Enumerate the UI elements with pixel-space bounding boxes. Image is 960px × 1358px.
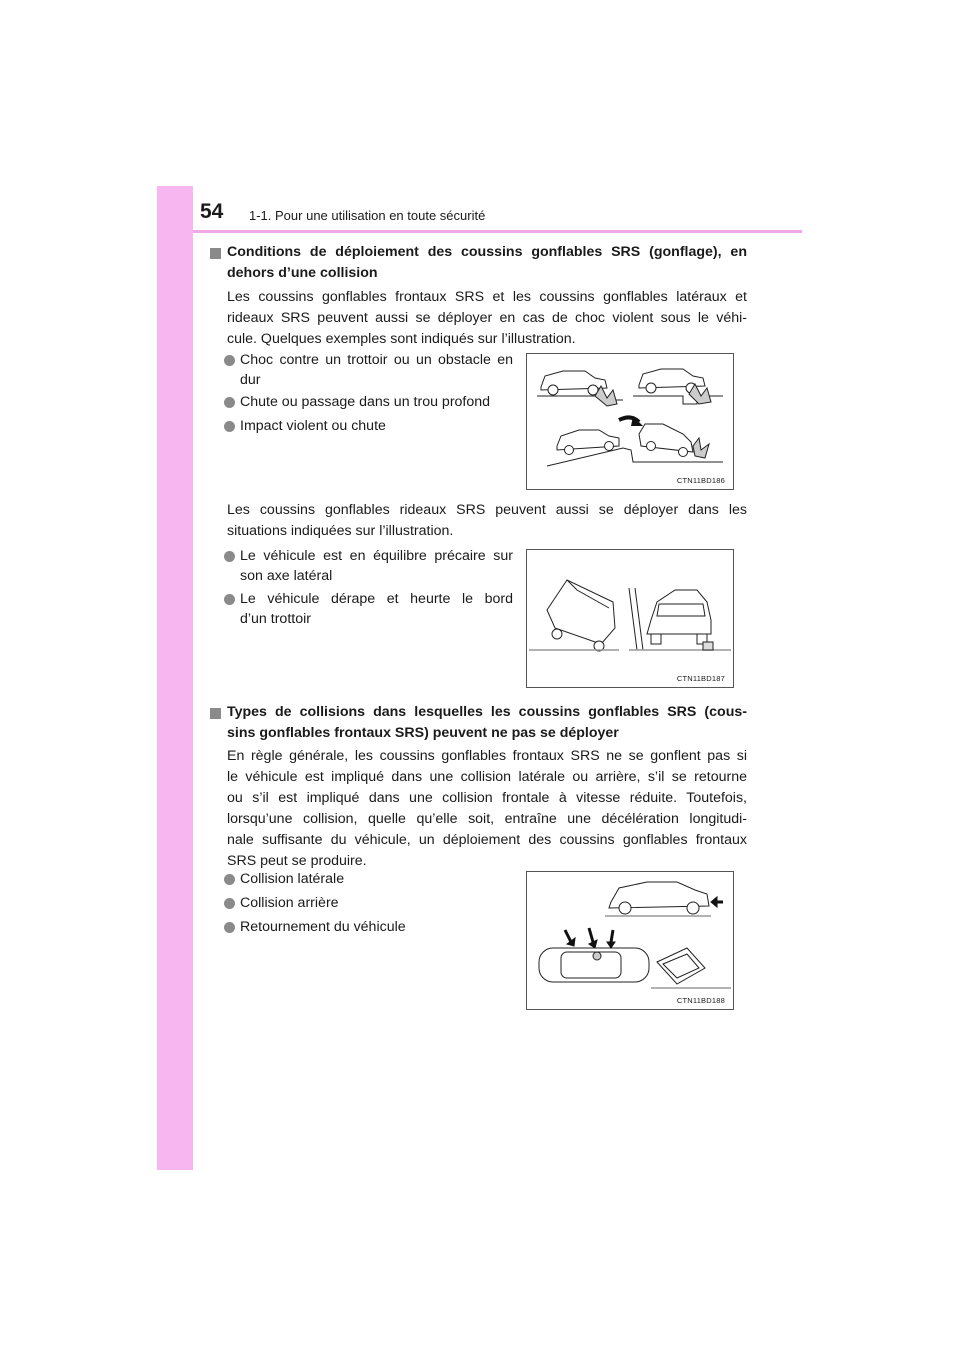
section1-para1-line1: Les coussins gonflables frontaux SRS et les coussins gonflables latéraux et <box>227 289 747 305</box>
bullet1-line2: dur <box>240 372 261 388</box>
round-bullet-icon <box>224 594 235 605</box>
round-bullet-icon <box>224 421 235 432</box>
section1-para2-line2: situations indiquées sur l’illustration. <box>227 523 454 539</box>
section2-para-line2: le véhicule est impliqué dans une collision latérale ou arrière, s’il se retourne <box>227 769 747 785</box>
figure3-caption: CTN11BD188 <box>676 996 725 1005</box>
bullet3-line1: Impact violent ou chute <box>240 418 386 434</box>
bullet5-line1: Le véhicule dérape et heurte le bord <box>240 591 513 607</box>
section2-heading-line2: sins gonflables frontaux SRS) peuvent ne pas se déployer <box>227 725 619 741</box>
section1-para1-line2: rideaux SRS peuvent aussi se déployer en cas de choc violent sous le véhi- <box>227 310 747 326</box>
chapter-tab-bar <box>157 186 193 1170</box>
square-bullet-icon <box>210 708 221 719</box>
round-bullet-icon <box>224 551 235 562</box>
square-bullet-icon <box>210 248 221 259</box>
figure-tipping-vehicle <box>526 549 734 688</box>
tipping-vehicle-illustration <box>527 550 733 687</box>
bullet5-line2: d’un trottoir <box>240 611 311 627</box>
bullet6-line1: Collision latérale <box>240 871 345 887</box>
bullet7-line1: Collision arrière <box>240 895 339 911</box>
collision-types-illustration <box>527 872 733 1009</box>
round-bullet-icon <box>224 355 235 366</box>
figure2-caption: CTN11BD187 <box>676 674 725 683</box>
figure-road-impacts <box>526 353 734 490</box>
bullet4-line1: Le véhicule est en équilibre précaire sur <box>240 548 513 564</box>
section2-para-line1: En règle générale, les coussins gonflables frontaux SRS ne se gonflent pas si <box>227 748 747 764</box>
section2-heading-line1: Types de collisions dans lesquelles les coussins gonflables SRS (cous- <box>227 704 747 720</box>
bullet2-line1: Chute ou passage dans un trou profond <box>240 394 491 410</box>
road-impacts-illustration <box>527 354 733 489</box>
page-number: 54 <box>200 200 224 223</box>
bullet1-line1: Choc contre un trottoir ou un obstacle en <box>240 352 513 368</box>
section2-para-line3: ou s’il est impliqué dans une collision frontale à vitesse réduite. Toutefois, <box>227 790 747 806</box>
round-bullet-icon <box>224 922 235 933</box>
section1-heading-line1: Conditions de déploiement des coussins gonflables SRS (gonflage), en <box>227 244 747 260</box>
round-bullet-icon <box>224 898 235 909</box>
section2-para-line6: SRS peut se produire. <box>227 853 367 869</box>
bullet4-line2: son axe latéral <box>240 568 333 584</box>
bullet8-line1: Retournement du véhicule <box>240 919 406 935</box>
round-bullet-icon <box>224 397 235 408</box>
section1-para1-line3: cule. Quelques exemples sont indiqués sur l’illustration. <box>227 331 576 347</box>
section2-para-line5: nale suffisante du véhicule, un déploiement des coussins gonflables frontaux <box>227 832 747 848</box>
section-title: 1-1. Pour une utilisation en toute sécurité <box>249 208 486 223</box>
header-divider <box>193 230 802 233</box>
section1-para2-line1: Les coussins gonflables rideaux SRS peuvent aussi se déployer dans les <box>227 502 747 518</box>
section2-para-line4: lorsqu’une collision, quelle qu’elle soit, entraîne une décélération longitudi- <box>227 811 747 827</box>
round-bullet-icon <box>224 874 235 885</box>
section1-heading-line2: dehors d’une collision <box>227 265 378 281</box>
figure-collision-types <box>526 871 734 1010</box>
figure1-caption: CTN11BD186 <box>676 476 725 485</box>
